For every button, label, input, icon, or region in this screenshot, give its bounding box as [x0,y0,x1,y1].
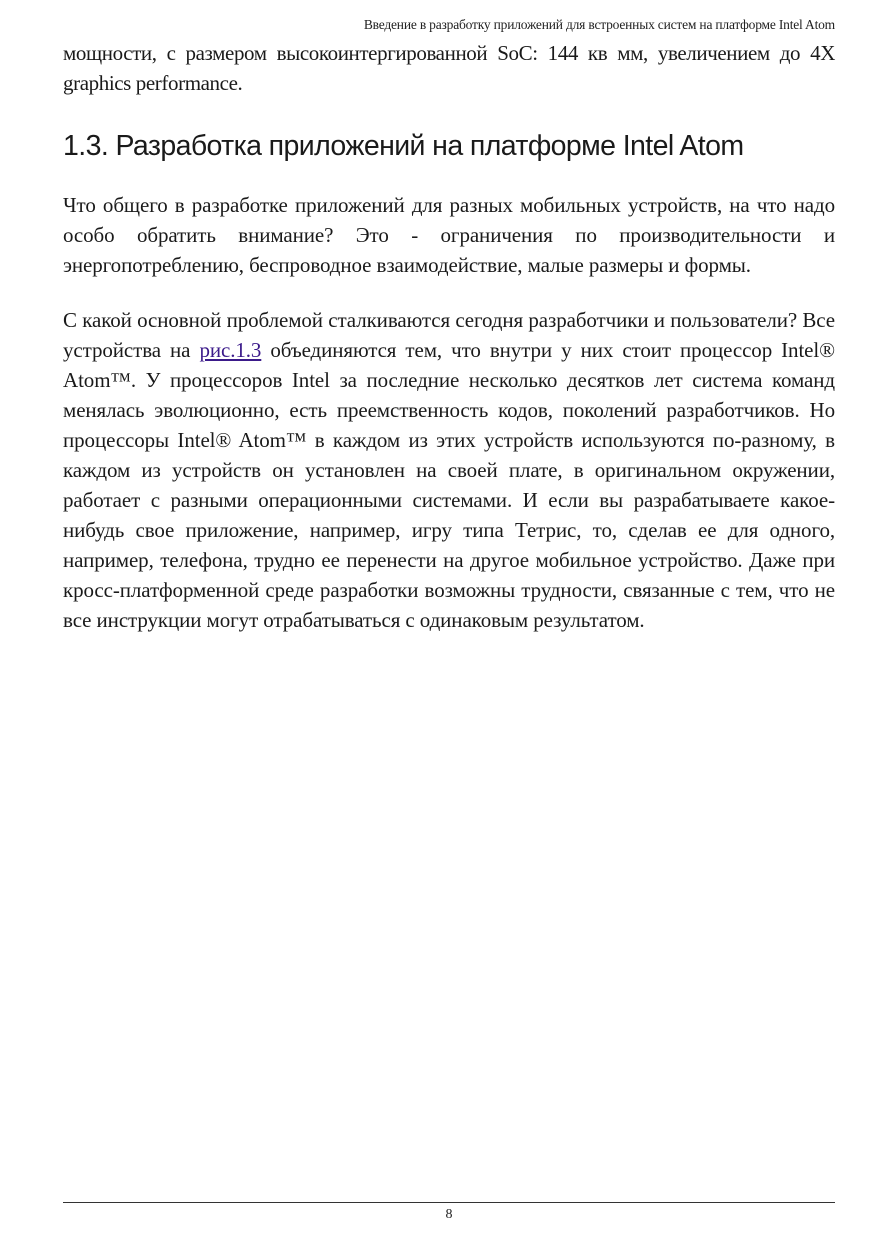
page-content [63,38,835,635]
paragraph-2-text-after-link: объединяются тем, что внутри у них стоит процессор Intel® Atom™. У процессоров Intel за последние несколько десятков лет система команд менялась эволюционно, есть преемственность кодов, поколений разработчиков. Но процессоры Intel® Atom™ в каждом из этих устройств используются по-разному, в каждом из устройств он установлен на своей плате, в оригинальном окружении, работает с разными операционными системами. И если вы разрабатываете какое-нибудь свое приложение, например, игру типа Тетрис, то, сделав ее для одного, например, телефона, трудно ее перенести на другое мобильное устройство. Даже при кросс-платформенной среде разработки возможны трудности, связанные с тем, что не все инструкции могут отрабатываться с одинаковым результатом. [63,338,835,632]
running-header: Введение в разработку приложений для встроенных систем на платформе Intel Atom [363,17,835,32]
figure-reference-link[interactable]: рис.1.3 [199,338,262,362]
paragraph-2-text-before-link: С какой основной проблемой сталкиваются сегодня разработчики и пользователи? Все устройства на [63,308,835,362]
section-heading: 1.3. Разработка приложений на платформе Intel Atom [63,130,744,162]
continued-paragraph: мощности, с размером высокоинтергированной SoC: 144 кв мм, увеличением до 4X graphics performance. [63,41,835,95]
paragraph-2 [63,305,835,635]
paragraph-1: Что общего в разработке приложений для разных мобильных устройств, на что надо особо обратить внимание? Это - ограничения по производительности и энергопотреблению, беспроводное взаимодействие, малые размеры и формы. [63,193,835,277]
page-number: 8 [445,1207,453,1222]
footer-divider [63,1202,835,1203]
